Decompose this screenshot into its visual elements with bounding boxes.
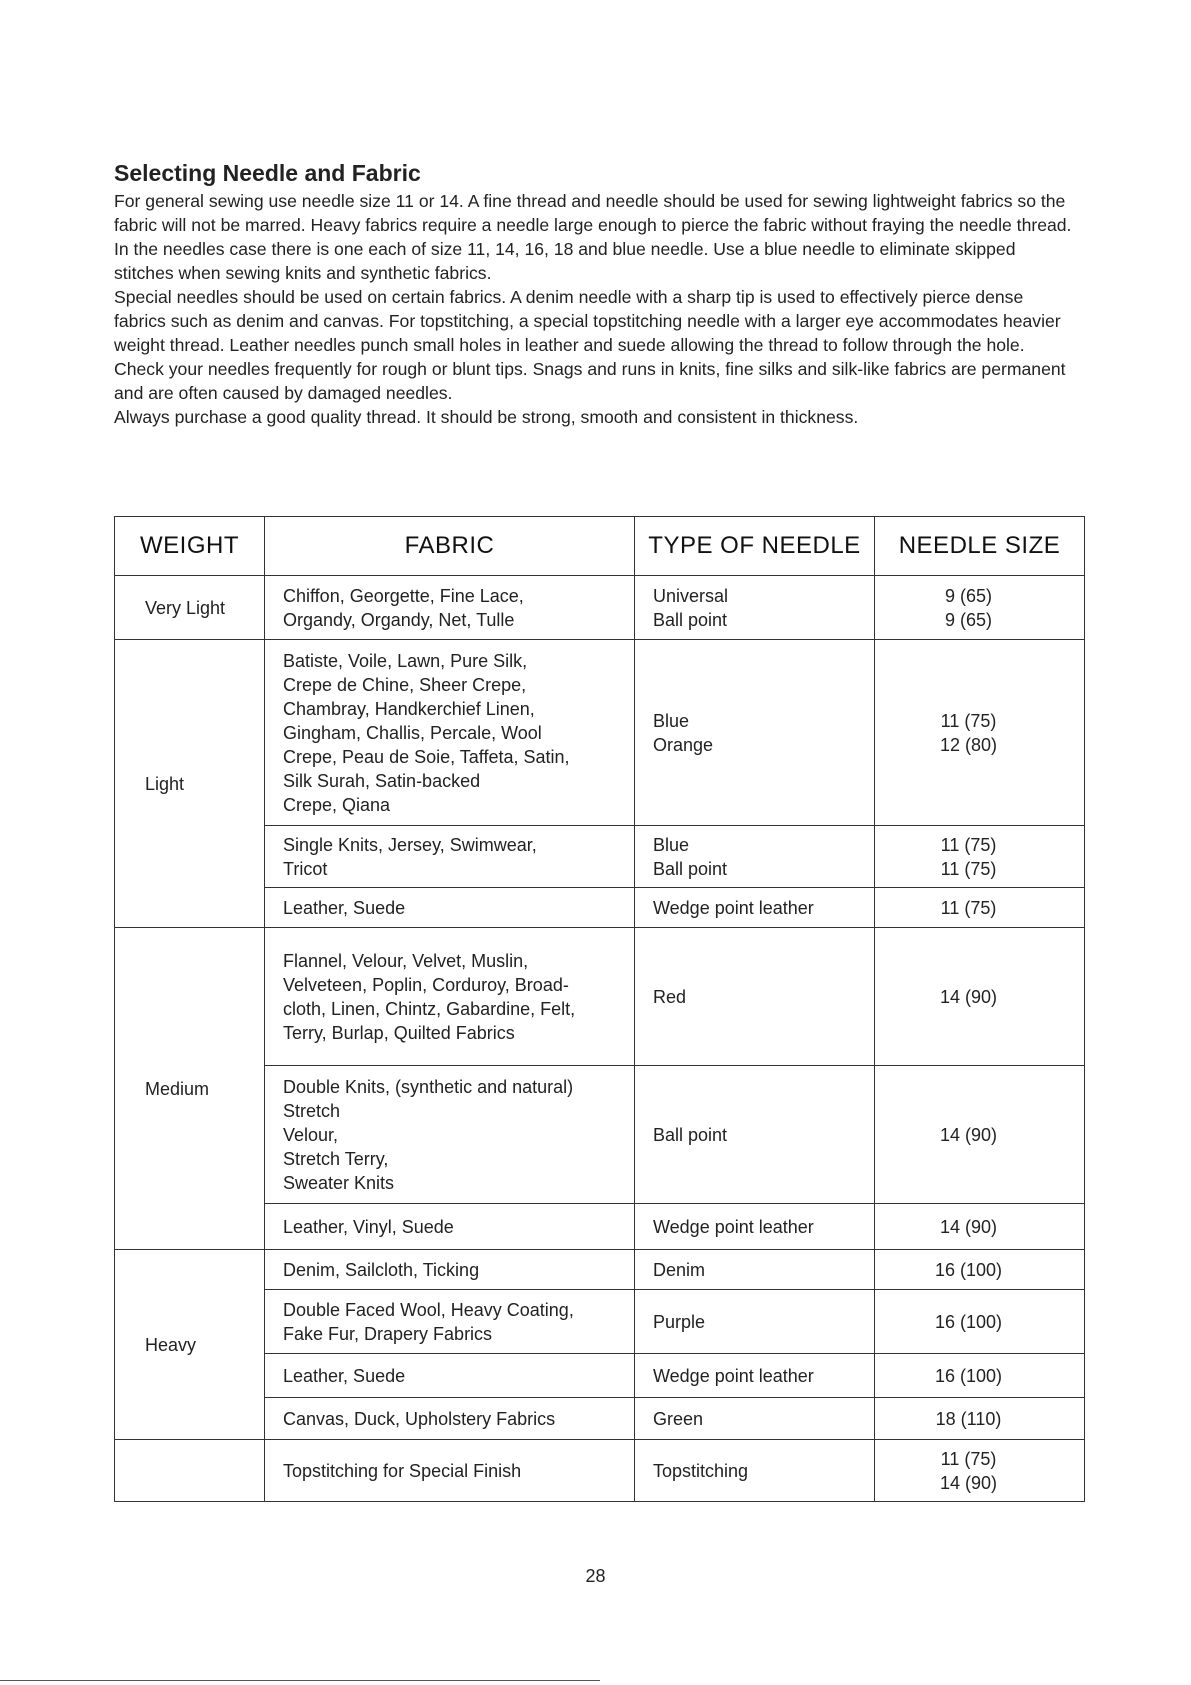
size-line: 9 (65) [944, 585, 993, 606]
fabric-cell: Leather, Suede [265, 888, 635, 928]
paragraph: Always purchase a good quality thread. It should be strong, smooth and consistent in thickness. [114, 407, 859, 427]
fabric-line: cloth, Linen, Chintz, Gabardine, Felt, [283, 998, 576, 1019]
fabric-cell [265, 826, 635, 888]
weight-cell: Heavy [115, 1250, 265, 1440]
paragraph: Special needles should be used on certain fabrics. A denim needle with a sharp tip is used to effectively pierce dense fabrics such as denim and canvas. For topstitching, a special topstitching needle with a larger eye accommodates heavier weight thread. Leather needles punch small holes in leather and suede allowing the thread to follow through the hole. [114, 287, 1061, 355]
needle-size-cell [875, 1440, 1085, 1502]
table-row [115, 1250, 1085, 1290]
weight-cell: Light [115, 640, 265, 928]
needle-size-cell: 16 (100) [875, 1250, 1085, 1290]
header-needle-size: NEEDLE SIZE [875, 517, 1085, 576]
header-fabric: FABRIC [265, 517, 635, 576]
fabric-line: Chambray, Handkerchief Linen, [283, 698, 535, 719]
needle-line: Blue [653, 710, 690, 731]
needle-line: Universal [653, 585, 729, 606]
table-row [115, 640, 1085, 826]
fabric-cell [265, 1066, 635, 1204]
needle-type-cell: Topstitching [635, 1440, 875, 1502]
fabric-line: Single Knits, Jersey, Swimwear, [283, 834, 537, 855]
fabric-line: Fake Fur, Drapery Fabrics [283, 1323, 493, 1344]
fabric-line: Terry, Burlap, Quilted Fabrics [283, 1022, 515, 1043]
fabric-line: Gingham, Challis, Percale, Wool [283, 722, 542, 743]
needle-type-cell: Wedge point leather [635, 888, 875, 928]
needle-fabric-table [114, 516, 1085, 1502]
needle-size-cell: 14 (90) [875, 928, 1085, 1066]
section-title: Selecting Needle and Fabric [114, 160, 421, 186]
size-line: 14 (90) [939, 1472, 998, 1493]
needle-size-cell: 14 (90) [875, 1066, 1085, 1204]
table-header-row [115, 517, 1085, 576]
bottom-rule [0, 1680, 600, 1681]
needle-type-cell [635, 826, 875, 888]
fabric-cell: Denim, Sailcloth, Ticking [265, 1250, 635, 1290]
needle-line: Ball point [653, 609, 728, 630]
size-line: 11 (75) [940, 834, 997, 855]
size-line: 12 (80) [939, 734, 998, 755]
needle-size-cell: 11 (75) [875, 888, 1085, 928]
paragraph: For general sewing use needle size 11 or 14. A fine thread and needle should be used for sewing lightweight fabrics so the fabric will not be marred. Heavy fabrics require a needle large enough to pierce the fabric without fraying the needle thread. [114, 191, 1072, 235]
needle-size-cell [875, 826, 1085, 888]
fabric-line: Double Knits, (synthetic and natural) [283, 1076, 574, 1097]
page-number: 28 [585, 1566, 606, 1586]
header-weight: WEIGHT [115, 517, 265, 576]
fabric-line: Double Faced Wool, Heavy Coating, [283, 1299, 574, 1320]
needle-type-cell [635, 576, 875, 640]
fabric-cell: Leather, Suede [265, 1354, 635, 1398]
fabric-cell [265, 1290, 635, 1354]
fabric-line: Sweater Knits [283, 1172, 395, 1193]
needle-size-cell [875, 640, 1085, 826]
needle-type-cell: Wedge point leather [635, 1204, 875, 1250]
needle-type-cell [635, 640, 875, 826]
fabric-line: Crepe de Chine, Sheer Crepe, [283, 674, 527, 695]
header-needle-type: TYPE OF NEEDLE [635, 517, 875, 576]
needle-line: Ball point [653, 858, 728, 879]
needle-type-cell: Ball point [635, 1066, 875, 1204]
weight-cell-empty [115, 1440, 265, 1502]
fabric-cell: Canvas, Duck, Upholstery Fabrics [265, 1398, 635, 1440]
fabric-cell: Leather, Vinyl, Suede [265, 1204, 635, 1250]
paragraph: Check your needles frequently for rough or blunt tips. Snags and runs in knits, fine silks and silk-like fabrics are permanent and are often caused by damaged needles. [114, 359, 1066, 403]
needle-size-cell [875, 576, 1085, 640]
fabric-line: Velveteen, Poplin, Corduroy, Broad- [283, 974, 569, 995]
intro-paragraphs [114, 189, 1074, 429]
fabric-line: Crepe, Qiana [283, 794, 391, 815]
needle-size-cell: 18 (110) [875, 1398, 1085, 1440]
needle-size-cell: 16 (100) [875, 1290, 1085, 1354]
needle-type-cell: Red [635, 928, 875, 1066]
size-line: 11 (75) [940, 858, 997, 879]
fabric-line: Flannel, Velour, Velvet, Muslin, [283, 950, 529, 971]
fabric-cell [265, 928, 635, 1066]
weight-cell: Very Light [115, 576, 265, 640]
size-line: 11 (75) [940, 1448, 997, 1469]
table-row [115, 1440, 1085, 1502]
needle-type-cell: Green [635, 1398, 875, 1440]
fabric-cell [265, 576, 635, 640]
fabric-cell [265, 640, 635, 826]
needle-type-cell: Wedge point leather [635, 1354, 875, 1398]
needle-size-cell: 14 (90) [875, 1204, 1085, 1250]
weight-cell: Medium [115, 928, 265, 1250]
needle-type-cell: Denim [635, 1250, 875, 1290]
needle-line: Blue [653, 834, 690, 855]
fabric-line: Silk Surah, Satin-backed [283, 770, 481, 791]
size-line: 9 (65) [944, 609, 993, 630]
fabric-line: Organdy, Organdy, Net, Tulle [283, 609, 515, 630]
fabric-line: Crepe, Peau de Soie, Taffeta, Satin, [283, 746, 570, 767]
fabric-line: Stretch [283, 1100, 341, 1121]
size-line: 11 (75) [940, 710, 997, 731]
needle-type-cell: Purple [635, 1290, 875, 1354]
needle-size-cell: 16 (100) [875, 1354, 1085, 1398]
needle-line: Orange [653, 734, 714, 755]
fabric-line: Batiste, Voile, Lawn, Pure Silk, [283, 650, 528, 671]
fabric-line: Velour, [283, 1124, 339, 1145]
table-row [115, 576, 1085, 640]
fabric-line: Stretch Terry, [283, 1148, 389, 1169]
fabric-line: Tricot [283, 858, 328, 879]
fabric-cell: Topstitching for Special Finish [265, 1440, 635, 1502]
table-row [115, 928, 1085, 1066]
fabric-line: Chiffon, Georgette, Fine Lace, [283, 585, 524, 606]
paragraph: In the needles case there is one each of size 11, 14, 16, 18 and blue needle. Use a blue needle to eliminate skipped stitches when sewing knits and synthetic fabrics. [114, 239, 1016, 283]
